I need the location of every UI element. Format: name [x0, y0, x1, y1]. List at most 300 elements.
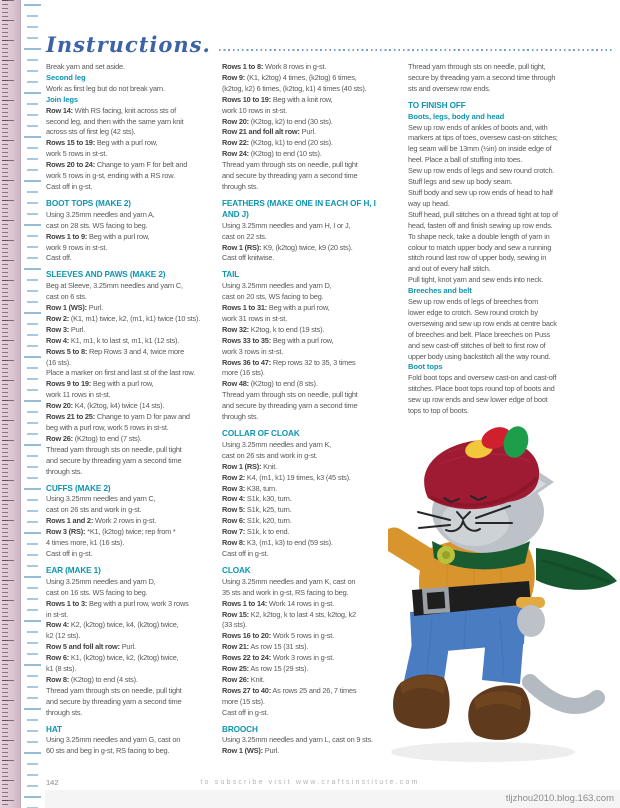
line-text: Work 8 rows in g-st. [265, 62, 327, 71]
blue-ruler [21, 0, 45, 808]
line-text: more (15 sts). [222, 696, 265, 706]
line-text: Work as first leg but do not break yarn. [46, 83, 165, 93]
line-text: Stuff body and sew up row ends of head to half [408, 187, 553, 197]
line-text: and secure by threading yarn a second time [222, 401, 358, 411]
pattern-line [408, 264, 600, 275]
subheading: Boot tops [408, 362, 443, 372]
line-text: K38, turn. [246, 483, 277, 493]
pattern-line [408, 373, 600, 384]
tape-measure-ruler [0, 0, 21, 808]
line-text: (K2tog, k1) to end (20 sts). [250, 138, 333, 148]
pattern-line: Rows 27 to 40: As rows 25 and 26, 7 times [222, 685, 357, 695]
pattern-line: Row 2: (K1, m1) twice, k2, (m1, k1) twice (10 sts). [46, 313, 201, 323]
pattern-line [222, 390, 392, 401]
line-text: cast on 6 sts. [46, 292, 87, 302]
column-3 [408, 62, 600, 423]
line-text: work 5 rows in st-st. [46, 149, 108, 159]
line-text: (16 sts). [46, 357, 71, 367]
page-title: Instructions. [46, 32, 211, 57]
section-heading: CUFFS (MAKE 2) [46, 483, 111, 493]
pattern-line [46, 588, 216, 599]
pattern-line: Row 26: Knit. [222, 674, 265, 684]
pattern-line [46, 686, 216, 697]
line-text: Thread yarn through sts on needle, pull tight [46, 444, 182, 454]
line-text: K9, (k2tog) twice, k9 (20 sts). [263, 242, 353, 252]
line-text: (K2tog) to end (4 sts). [70, 674, 138, 684]
pattern-line: Row 22: (K2tog, k1) to end (20 sts). [222, 138, 333, 148]
brooch-center [442, 551, 450, 559]
pattern-section [222, 429, 392, 560]
pattern-line [46, 281, 216, 292]
section-heading: BOOT TOPS (MAKE 2) [46, 198, 131, 208]
line-text: Work 14 rows in g-st. [268, 598, 334, 608]
line-text: K1, m1, k to last st, m1, k1 (12 sts). [70, 335, 180, 345]
line-text: Purl. [88, 303, 103, 313]
pattern-line: Row 14: With RS facing, knit across sts of [46, 105, 177, 115]
pattern-line: Row 32: K2tog, k to end (19 sts). [222, 324, 325, 334]
pattern-line [46, 62, 216, 73]
page-number: 142 [46, 778, 59, 787]
section-heading: EAR (MAKE 1) [46, 565, 101, 575]
line-text: Pull tight, knot yarn and sew ends into neck. [408, 275, 544, 285]
pattern-line [408, 384, 600, 395]
pattern-section [46, 566, 216, 719]
line-text: tops to top of boots. [408, 406, 469, 416]
pattern-line: Rows 16 to 20: Work 5 rows in g-st. [222, 631, 334, 641]
line-text: Cast off in g-st. [222, 548, 269, 558]
line-text: stitch round last row of upper body, sewing in [408, 253, 547, 263]
line-text: K2, k2tog, k to last 4 sts, k2tog, k2 [250, 609, 356, 619]
pattern-line: Rows 22 to 24: Work 3 rows in g-st. [222, 653, 334, 663]
pattern-line: Rows 1 to 8: Work 8 rows in g-st. [222, 62, 327, 71]
line-text: cast on 22 sts. [222, 231, 267, 241]
pattern-line: Row 2: K4, (m1, k1) 19 times, k3 (45 sts). [222, 472, 351, 482]
line-text: Thread yarn through sts on needle, pull tight, [408, 62, 546, 71]
pattern-line: Row 3 (RS): *K1, (k2tog) twice; rep from * [46, 527, 176, 537]
pattern-line [222, 221, 392, 232]
pattern-line: Row 4: K1, m1, k to last st, m1, k1 (12 sts). [46, 335, 180, 345]
pattern-section [222, 566, 392, 719]
pattern-line: Rows 33 to 35: Beg with a purl row, [222, 335, 334, 345]
pattern-line: Row 7: S1k, k to end. [222, 527, 290, 537]
pattern-line [46, 577, 216, 588]
section-heading: CLOAK [222, 565, 251, 575]
line-text: (K2tog, k2) to end (30 sts). [250, 116, 333, 126]
subheading: Join legs [46, 94, 79, 104]
pattern-section [222, 270, 392, 423]
line-text: lower edge to crotch. Sew round crotch by [408, 307, 538, 317]
pattern-line [222, 708, 392, 719]
pattern-line [408, 177, 600, 188]
section-heading: TO FINISH OFF [408, 100, 466, 110]
line-text: Beg with a purl row, [268, 303, 330, 313]
pattern-line: Row 8: K3, (m1, k3) to end (59 sts). [222, 538, 333, 548]
pattern-section [222, 199, 392, 264]
line-text: Beg with a knit row, [272, 94, 333, 104]
line-text: Beg with a purl row, [89, 231, 150, 241]
pattern-line [222, 368, 392, 379]
pattern-line [222, 281, 392, 292]
cloak [536, 548, 617, 590]
cat-tail [530, 682, 597, 706]
line-text: more (16 sts). [222, 368, 265, 378]
pattern-line: Row 21: As row 15 (31 sts). [222, 642, 309, 652]
pattern-line [46, 746, 216, 757]
pattern-section [46, 62, 216, 193]
line-text: work 10 rows in st-st. [222, 105, 288, 115]
line-text: Stuff legs and sew up body seam. [408, 177, 513, 187]
pattern-line [408, 210, 600, 221]
line-text: Stuff head, pull stitches on a thread tight at top of [408, 209, 558, 219]
line-text: and secure by threading yarn a second time [222, 171, 358, 181]
subscribe-line: to subscribe visit www.craftsinstitute.com [200, 779, 420, 786]
pattern-line [222, 160, 392, 171]
pattern-line [222, 412, 392, 423]
tape-long-ticks [2, 0, 14, 808]
floor-shadow [391, 742, 575, 762]
line-text: Thread yarn through sts on needle, pull tight [222, 160, 358, 170]
pattern-line: Rows 20 to 24: Change to yarn F for belt and [46, 160, 188, 170]
pattern-line [46, 423, 216, 434]
line-text: head, fasten off and finish sewing up row ends. [408, 220, 553, 230]
pattern-line: Row 8: (K2tog) to end (4 sts). [46, 674, 138, 684]
pattern-line [408, 395, 600, 406]
line-text: Using 3.25mm needles and yarn G, cast on [46, 735, 181, 745]
pattern-section [222, 725, 392, 758]
pattern-line [46, 368, 216, 379]
pattern-line [222, 577, 392, 588]
pattern-line [222, 232, 392, 243]
pattern-line [408, 352, 600, 363]
pattern-section [46, 484, 216, 560]
pattern-line: Row 9: (K1, k2tog) 4 times, (k2tog) 6 times, [222, 72, 357, 82]
line-text: work 9 rows in st-st. [46, 242, 108, 252]
dotted-rule [219, 49, 614, 51]
pattern-line: Rows 1 to 9: Beg with a purl row, [46, 231, 150, 241]
line-text: work 11 rows in st-st. [46, 390, 111, 400]
paw [517, 605, 545, 637]
line-text: work 5 rows in g-st, ending with a RS row. [46, 171, 175, 181]
subheading: Second leg [46, 72, 86, 82]
pattern-line [408, 84, 600, 95]
line-text: K4, (k2tog, k4) twice (14 sts). [74, 401, 165, 411]
line-text: Beg at Sleeve, 3.25mm needles and yarn C, [46, 281, 183, 291]
pattern-line [408, 232, 600, 243]
pattern-line [46, 456, 216, 467]
line-text: S1k, k30, turn. [246, 494, 292, 504]
line-text: Using 3.25mm needles and yarn D, [46, 576, 156, 586]
pattern-section [408, 62, 600, 95]
pattern-line [222, 588, 392, 599]
line-text: To shape neck, take a double length of yarn in [408, 231, 550, 241]
pattern-line [408, 330, 600, 341]
watermark: tljzhou2010.blog.163.com [505, 793, 614, 804]
line-text: Work 2 rows in g-st. [94, 516, 157, 526]
pattern-line: Row 21 and foll alt row: Purl. [222, 127, 316, 137]
line-text: 35 sts and work in g-st, RS facing to beg. [222, 587, 349, 597]
pattern-line [46, 171, 216, 182]
line-text: Beg with a purl row, [272, 335, 334, 345]
pattern-line: Row 15: K2, k2tog, k to last 4 sts, k2tog, k2 [222, 609, 356, 619]
line-text: (K2tog) to end (7 sts). [74, 433, 142, 443]
section-heading: HAT [46, 724, 62, 734]
pattern-line [222, 549, 392, 560]
pattern-line [222, 440, 392, 451]
pattern-line: Row 25: As row 15 (29 sts). [222, 664, 309, 674]
line-text: (K2tog) to end (8 sts). [250, 379, 318, 389]
pattern-line [408, 243, 600, 254]
pattern-line [46, 84, 216, 95]
line-text: Purl. [70, 324, 86, 334]
line-text: and secure by threading yarn a second time [46, 696, 182, 706]
pattern-line [408, 73, 600, 84]
pattern-line [408, 297, 600, 308]
pattern-line [408, 308, 600, 319]
line-text: Knit. [263, 461, 277, 471]
line-text: sew up row ends and sew lower edge of boot [408, 395, 548, 405]
pattern-line [46, 664, 216, 675]
line-text: (K2tog) to end (10 sts). [250, 149, 322, 159]
line-text: With RS facing, knit across sts of [74, 105, 177, 115]
column-1 [46, 62, 216, 763]
pattern-line [222, 84, 392, 95]
pattern-line: Rows 1 and 2: Work 2 rows in g-st. [46, 516, 157, 526]
line-text: Work 3 rows in g-st. [272, 653, 334, 663]
pattern-line: Rows 1 to 31: Beg with a purl row, [222, 303, 330, 313]
pattern-line: Row 20: K4, (k2tog, k4) twice (14 sts). [46, 401, 165, 411]
pattern-line [222, 292, 392, 303]
pattern-line [46, 292, 216, 303]
line-text: second leg, and then with the same yarn knit [46, 116, 184, 126]
puss-in-boots-photo [388, 420, 620, 778]
line-text: Beg with a purl row, [96, 138, 158, 148]
pattern-line: Row 1 (RS): K9, (k2tog) twice, k9 (20 sts). [222, 242, 353, 252]
line-text: Cast off in g-st. [46, 181, 93, 191]
line-text: Change to yarn F for belt and [96, 160, 188, 170]
line-text: K1, (k2tog) twice, k2, (k2tog) twice, [70, 653, 179, 663]
line-text: Cast off in g-st. [222, 707, 269, 717]
section-heading: FEATHERS (MAKE ONE IN EACH OF H, I AND J) [222, 198, 376, 219]
pattern-line [408, 341, 600, 352]
pattern-line [46, 221, 216, 232]
line-text: Sew up row ends of legs and sew round crotch. [408, 166, 555, 176]
line-text: cast on 28 sts. WS facing to beg. [46, 220, 148, 230]
line-text: markers at tips of toes, oversew cast-on stitches; [408, 133, 558, 143]
line-text: S1k, k to end. [246, 527, 290, 537]
line-text: through sts. [222, 412, 259, 422]
pattern-line: Rows 15 to 19: Beg with a purl row, [46, 138, 158, 148]
line-text: Change to yarn D for paw and [96, 412, 190, 422]
line-text: k2 (12 sts). [46, 631, 81, 641]
pattern-line [222, 401, 392, 412]
pattern-line [46, 390, 216, 401]
pattern-line [222, 171, 392, 182]
pattern-section [46, 199, 216, 264]
pattern-line: Row 3: K38, turn. [222, 483, 277, 493]
pattern-line [46, 149, 216, 160]
pattern-line: Row 26: (K2tog) to end (7 sts). [46, 433, 142, 443]
pattern-line: Row 1 (WS): Purl. [46, 303, 103, 313]
line-text: through sts. [46, 707, 83, 717]
line-text: in st-st. [46, 609, 69, 619]
pattern-line [222, 451, 392, 462]
line-text: K2, (k2tog) twice, k4, (k2tog) twice, [70, 620, 179, 630]
pattern-line [46, 735, 216, 746]
line-text: secure by threading yarn a second time through [408, 72, 556, 82]
line-text: oversewing and sew up row ends at centre back [408, 318, 557, 328]
pattern-line [408, 123, 600, 134]
pattern-line: Rows 1 to 14: Work 14 rows in g-st. [222, 598, 334, 608]
pattern-line: Row 6: K1, (k2tog) twice, k2, (k2tog) twice, [46, 653, 179, 663]
pattern-line [222, 253, 392, 264]
line-text: cast on 16 sts. WS facing to beg. [46, 587, 148, 597]
line-text: Purl. [301, 127, 316, 137]
pattern-line [46, 253, 216, 264]
line-text: Cast off in g-st. [46, 548, 93, 558]
line-text: K2tog, k to end (19 sts). [250, 324, 325, 334]
line-text: Cast off. [46, 253, 72, 263]
pattern-line: Rows 36 to 47: Rep rows 32 to 35, 3 times [222, 357, 356, 367]
subheading: Breeches and belt [408, 286, 472, 296]
pattern-line [222, 106, 392, 117]
line-text: beg with a purl row, work 5 rows in st-st. [46, 423, 169, 432]
pattern-section [222, 62, 392, 193]
ruler-long-dashes [24, 4, 41, 808]
pattern-line [46, 445, 216, 456]
pattern-line: Rows 1 to 3: Beg with a purl row, work 3 rows [46, 598, 189, 608]
line-text: (k2tog, k2) 6 times, (k2tog, k1) 4 times (40 sts). [222, 83, 367, 93]
line-text: and out of every half stitch. [408, 264, 491, 274]
line-text: Sew up row ends of ankles of boots and, with [408, 122, 548, 132]
pattern-line [408, 275, 600, 286]
pattern-line [222, 314, 392, 325]
pattern-line [408, 62, 600, 73]
line-text: Beg with a purl row, [92, 379, 154, 389]
pattern-line [408, 253, 600, 264]
pattern-line [222, 697, 392, 708]
line-text: colour to match upper body and sew a running [408, 242, 552, 252]
line-text: across sts of first leg (42 sts). [46, 127, 136, 137]
pattern-line [46, 708, 216, 719]
line-text: Thread yarn through sts on needle, pull tight [222, 390, 358, 400]
line-text: stitches. Place boot tops round top of boots and [408, 384, 555, 394]
line-text: sts and oversew row ends. [408, 83, 491, 93]
pattern-line: Row 1 (RS): Knit. [222, 461, 277, 471]
pattern-section [408, 101, 600, 417]
pattern-line [46, 549, 216, 560]
pattern-line [46, 182, 216, 193]
line-text: Using 3.25mm needles and yarn A, [46, 209, 155, 219]
line-text: (K1, m1) twice, k2, (m1, k1) twice (10 sts). [70, 313, 201, 323]
line-text: and sew cast-off stitches of belt to first row of [408, 340, 546, 350]
section-heading: TAIL [222, 270, 240, 280]
line-text: through sts. [46, 466, 83, 476]
pattern-line [46, 538, 216, 549]
pattern-line [408, 221, 600, 232]
pattern-line [408, 319, 600, 330]
line-text: 60 sts and beg in g-st, RS facing to beg. [46, 746, 170, 756]
pattern-line: Rows 10 to 19: Beg with a knit row, [222, 94, 333, 104]
line-text: through sts. [222, 181, 259, 191]
pattern-line [46, 505, 216, 516]
pattern-line [408, 199, 600, 210]
line-text: Using 3.25mm needles and yarn C, [46, 494, 156, 504]
pattern-line [46, 494, 216, 505]
pattern-line: Rows 21 to 25: Change to yarn D for paw and [46, 412, 190, 422]
line-text: cast on 26 sts and work in g-st. [222, 450, 318, 460]
line-text: Purl. [264, 746, 279, 756]
line-text: Beg with a purl row, work 3 rows [89, 598, 189, 608]
line-text: Sew up row ends of legs of breeches from [408, 297, 539, 307]
column-2 [222, 62, 392, 763]
line-text: heel. Place a ball of stuffing into toes. [408, 155, 523, 165]
line-text: Knit. [250, 674, 265, 684]
pattern-line [408, 406, 600, 417]
right-boot [468, 685, 530, 740]
line-text: way up head. [408, 198, 450, 208]
subheading: Boots, legs, body and head [408, 111, 505, 121]
pattern-line [408, 188, 600, 199]
pattern-line [46, 117, 216, 128]
pattern-line [46, 631, 216, 642]
pattern-line: Row 4: K2, (k2tog) twice, k4, (k2tog) twice, [46, 620, 179, 630]
line-text: Thread yarn through sts on needle, pull tight [46, 685, 182, 695]
pattern-line [408, 144, 600, 155]
line-text: Break yarn and set aside. [46, 62, 125, 71]
pattern-line: Rows 9 to 19: Beg with a purl row, [46, 379, 154, 389]
pattern-line [46, 210, 216, 221]
pattern-line [222, 735, 392, 746]
pattern-line [46, 610, 216, 621]
line-text: Work 5 rows in g-st. [272, 631, 334, 641]
line-text: leg seam will be 13mm (½in) on inside edge of [408, 144, 552, 154]
line-text: Using 3.25mm needles and yarn K, cast on [222, 576, 356, 586]
line-text: Using 3.25mm needles and yarn K, [222, 439, 332, 449]
left-boot [393, 675, 450, 729]
line-text: cast on 26 sts and work in g-st. [46, 505, 142, 515]
line-text: Rep Rows 3 and 4, twice more [89, 346, 185, 356]
pattern-section [46, 725, 216, 758]
section-heading: COLLAR OF CLOAK [222, 429, 300, 438]
line-text: K3, (m1, k3) to end (59 sts). [246, 538, 333, 548]
line-text: S1k, k20, turn. [246, 516, 292, 526]
line-text: of breeches and belt. Place breeches on Puss [408, 329, 550, 339]
line-text: Fold boot tops and oversew cast-on and cast-off [408, 373, 557, 383]
line-text: and secure by threading yarn a second time [46, 455, 182, 465]
line-text: upper body using backstitch all the way round. [408, 351, 551, 361]
pattern-line [46, 127, 216, 138]
pattern-line [46, 697, 216, 708]
line-text: (33 sts). [222, 620, 247, 630]
line-text: Using 3.25mm needles and yarn D, [222, 281, 332, 291]
pattern-line: Row 5 and foll alt row: Purl. [46, 642, 136, 652]
pattern-line: Row 1 (WS): Purl. [222, 746, 279, 756]
pattern-line [46, 358, 216, 369]
line-text: work 31 rows in st-st. [222, 313, 288, 323]
pattern-section [46, 270, 216, 477]
pattern-line: Row 5: S1k, k25, turn. [222, 505, 292, 515]
line-text: cast on 20 sts, WS facing to beg. [222, 292, 324, 302]
line-text: Place a marker on first and last st of the last row. [46, 368, 195, 378]
pattern-line [222, 347, 392, 358]
line-text: 4 times more, k1 (16 sts). [46, 538, 125, 548]
line-text: K4, (m1, k1) 19 times, k3 (45 sts). [246, 472, 351, 482]
line-text: Cast off knitwise. [222, 253, 275, 263]
pattern-line: Row 4: S1k, k30, turn. [222, 494, 292, 504]
pattern-line [222, 620, 392, 631]
line-text: Using 3.25mm needles and yarn L, cast on 9 sts. [222, 735, 373, 745]
line-text: Rep rows 32 to 35, 3 times [272, 357, 356, 367]
